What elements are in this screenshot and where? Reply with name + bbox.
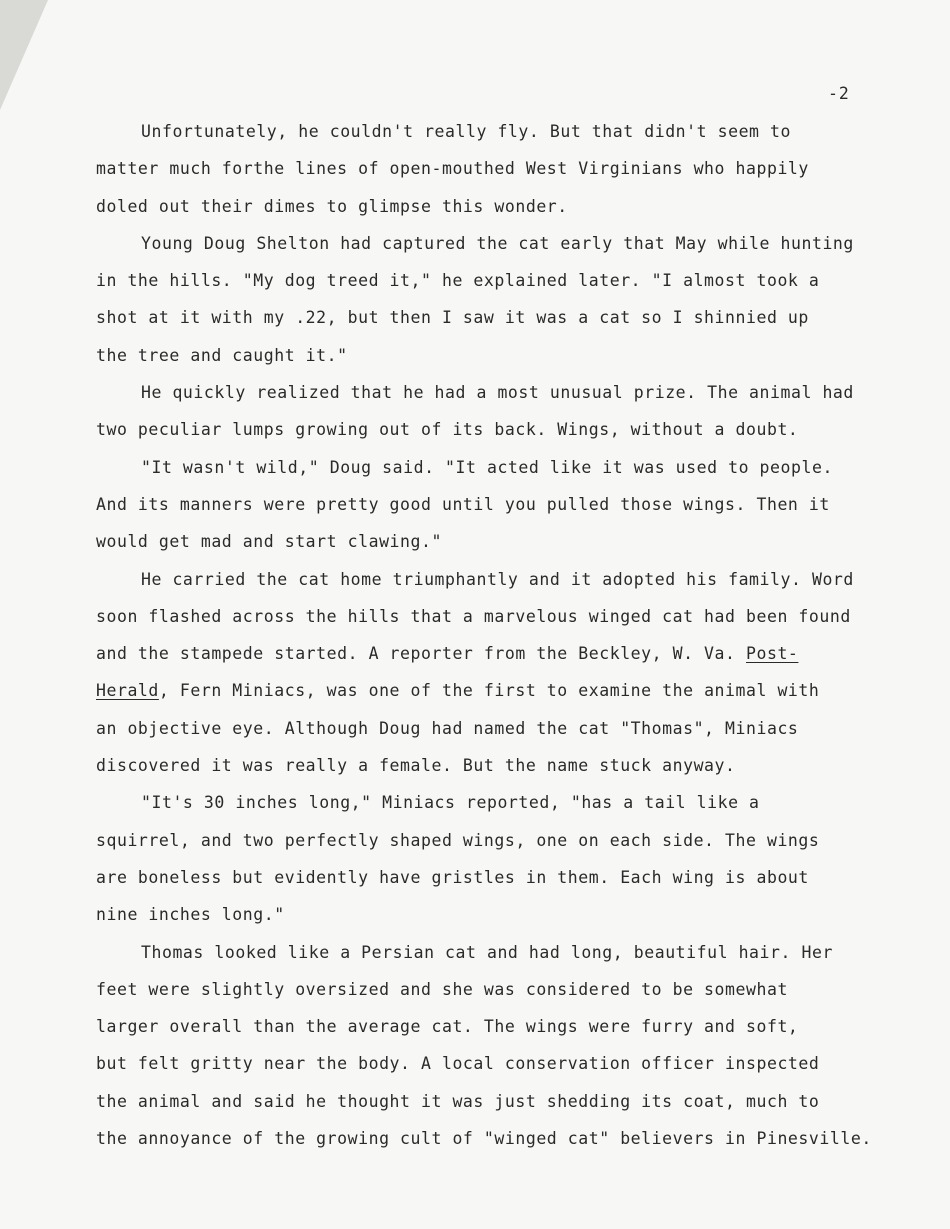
text-line: the tree and caught it." bbox=[96, 345, 348, 365]
text-line: discovered it was really a female. But the name stuck anyway. bbox=[96, 756, 736, 776]
text-line: squirrel, and two perfectly shaped wings, one on each side. The wings bbox=[96, 830, 820, 850]
text-line: "It wasn't wild," Doug said. "It acted like it was used to people. bbox=[141, 457, 833, 477]
text-segment: and the stampede started. A reporter from the Beckley, W. Va. bbox=[96, 644, 746, 664]
text-line: shot at it with my .22, but then I saw it was a cat so I shinnied up bbox=[96, 308, 809, 328]
text-line: but felt gritty near the body. A local conservation officer inspected bbox=[96, 1054, 820, 1074]
text-line bbox=[96, 642, 926, 679]
text-line: "It's 30 inches long," Miniacs reported, "has a tail like a bbox=[141, 793, 760, 813]
text-line: Young Doug Shelton had captured the cat early that May while hunting bbox=[141, 233, 854, 253]
text-segment: , Fern Miniacs, was one of the first to examine the animal with bbox=[158, 681, 820, 701]
document-body bbox=[96, 120, 926, 1164]
text-line: He quickly realized that he had a most unusual prize. The animal had bbox=[141, 383, 854, 403]
folded-corner bbox=[0, 0, 48, 110]
text-line: the annoyance of the growing cult of "winged cat" believers in Pinesville. bbox=[96, 1129, 872, 1149]
text-line: larger overall than the average cat. The wings were furry and soft, bbox=[96, 1017, 799, 1037]
page-number: -2 bbox=[828, 84, 850, 103]
text-line: doled out their dimes to glimpse this wonder. bbox=[96, 196, 568, 216]
text-line: the animal and said he thought it was just shedding its coat, much to bbox=[96, 1091, 820, 1111]
text-line: in the hills. "My dog treed it," he explained later. "I almost took a bbox=[96, 271, 820, 291]
text-line: feet were slightly oversized and she was considered to be somewhat bbox=[96, 979, 788, 999]
text-line: matter much forthe lines of open-mouthed West Virginians who happily bbox=[96, 159, 809, 179]
text-line: nine inches long." bbox=[96, 905, 285, 925]
text-line: would get mad and start clawing." bbox=[96, 532, 442, 552]
newspaper-name-part: Herald bbox=[96, 681, 159, 701]
text-line bbox=[96, 679, 926, 716]
text-line: an objective eye. Although Doug had named the cat "Thomas", Miniacs bbox=[96, 718, 799, 738]
text-line: Unfortunately, he couldn't really fly. But that didn't seem to bbox=[141, 122, 791, 141]
text-line: are boneless but evidently have gristles in them. Each wing is about bbox=[96, 867, 809, 887]
text-line: And its manners were pretty good until you pulled those wings. Then it bbox=[96, 494, 830, 514]
text-line: He carried the cat home triumphantly and it adopted his family. Word bbox=[141, 569, 854, 589]
text-line: Thomas looked like a Persian cat and had long, beautiful hair. Her bbox=[141, 942, 833, 962]
newspaper-name-part: Post- bbox=[746, 644, 799, 664]
text-line: soon flashed across the hills that a marvelous winged cat had been found bbox=[96, 606, 851, 626]
text-line: two peculiar lumps growing out of its back. Wings, without a doubt. bbox=[96, 420, 799, 440]
